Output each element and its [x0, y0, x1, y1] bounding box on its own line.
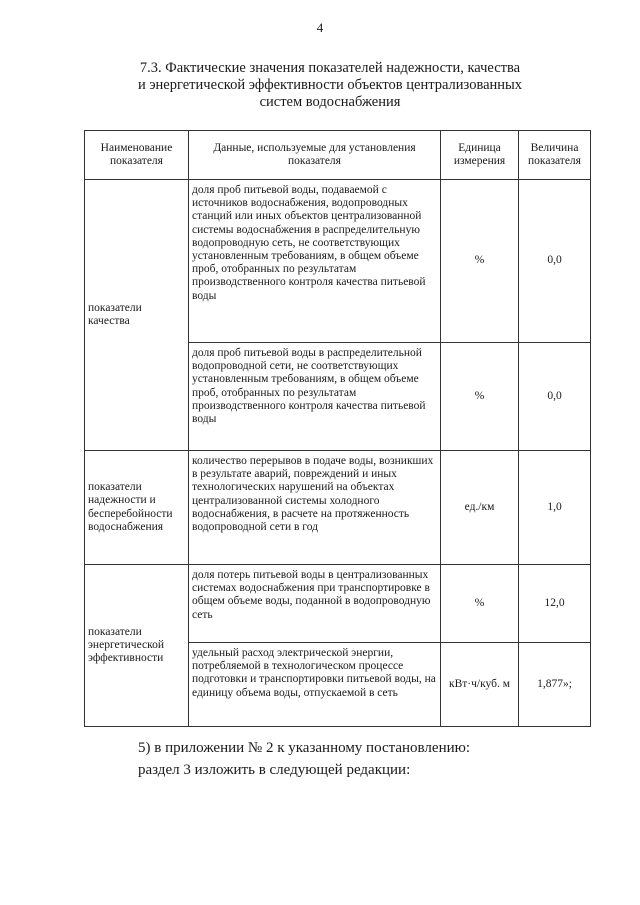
row-unit: % — [441, 565, 519, 643]
row-desc: доля проб питьевой воды, подаваемой с источников водоснабжения, водопроводных станций или иных объектов централизованной системы водоснабжения в распределительную водопроводную сеть, не соответствующих установленным требованиям, в общем объеме проб, отобранных по результатам производственного контроля качества питьевой воды — [189, 180, 441, 343]
row-value: 0,0 — [519, 343, 591, 451]
indicators-table — [84, 130, 591, 727]
row-value: 1,0 — [519, 451, 591, 565]
row-unit: % — [441, 180, 519, 343]
footer-line-2: раздел 3 изложить в следующей редакции: — [138, 762, 411, 778]
group-reliability: показатели надежности и бесперебойности водоснабжения — [85, 451, 189, 565]
footer-text — [138, 737, 470, 781]
table-header-row — [85, 131, 591, 180]
row-desc: количество перерывов в подаче воды, возникших в результате аварий, повреждений и иных технологических нарушений на объектах централизованной системы холодного водоснабжения, в расчете на протяженность водопроводной сети в год — [189, 451, 441, 565]
row-value: 0,0 — [519, 180, 591, 343]
table-row — [85, 451, 591, 565]
title-line-1: 7.3. Фактические значения показателей надежности, качества — [139, 60, 521, 76]
title-line-3: систем водоснабжения — [259, 94, 401, 110]
row-desc: доля проб питьевой воды в распределительной водопроводной сети, не соответствующих установленным требованиям, в общем объеме проб, отобранных по результатам производственного контроля качества питьевой воды — [189, 343, 441, 451]
table-row — [85, 180, 591, 343]
group-quality: показатели качества — [85, 180, 189, 451]
row-unit: % — [441, 343, 519, 451]
header-data: Данные, используемые для установления показателя — [189, 131, 441, 180]
row-desc: доля потерь питьевой воды в централизованных системах водоснабжения при транспортировке в общем объеме воды, поданной в водопроводную сеть — [189, 565, 441, 643]
row-unit: ед./км — [441, 451, 519, 565]
row-desc: удельный расход электрической энергии, потребляемой в технологическом процессе подготовки и транспортировки питьевой воды, на единицу объема воды, отпускаемой в сеть — [189, 643, 441, 727]
section-title — [120, 60, 540, 111]
page-number: 4 — [316, 20, 324, 35]
header-value: Величина показателя — [519, 131, 591, 180]
row-value: 1,877»; — [519, 643, 591, 727]
header-unit: Единица измерения — [441, 131, 519, 180]
group-efficiency: показатели энергетической эффективности — [85, 565, 189, 727]
title-line-2: и энергетической эффективности объектов централизованных — [137, 77, 523, 93]
footer-line-1: 5) в приложении № 2 к указанному постановлению: — [138, 740, 470, 756]
header-name: Наименование показателя — [85, 131, 189, 180]
row-unit: кВт·ч/куб. м — [441, 643, 519, 727]
table-row — [85, 565, 591, 643]
row-value: 12,0 — [519, 565, 591, 643]
